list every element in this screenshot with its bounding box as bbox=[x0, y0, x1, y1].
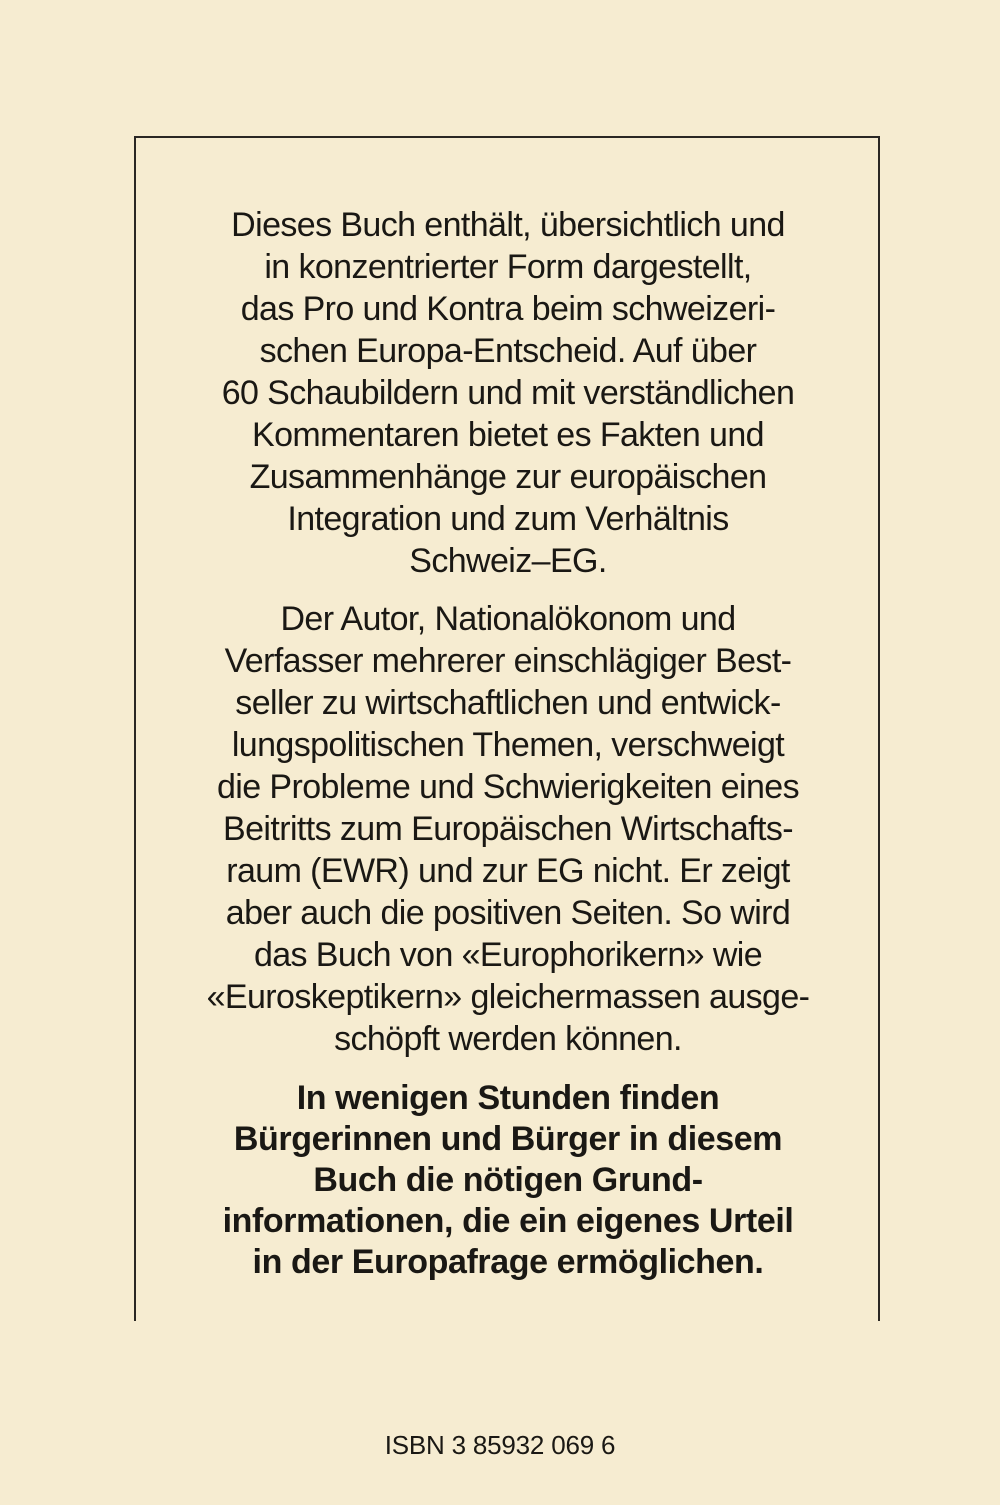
author-paragraph bbox=[150, 598, 866, 1060]
text-line: seller zu wirtschaftlichen und entwick- bbox=[235, 684, 781, 722]
text-line: Kommentaren bietet es Fakten und bbox=[252, 416, 764, 454]
text-line: Dieses Buch enthält, übersichtlich und bbox=[231, 206, 785, 244]
text-line: Zusammenhänge zur europäischen bbox=[249, 458, 767, 496]
text-line: lungspolitischen Themen, verschweigt bbox=[231, 726, 785, 764]
text-line: Integration und zum Verhältnis bbox=[287, 500, 729, 538]
text-line: schen Europa-Entscheid. Auf über bbox=[259, 332, 757, 370]
text-line: informationen, die ein eigenes Urteil bbox=[222, 1202, 794, 1240]
text-line: «Euroskeptikern» gleichermassen ausge- bbox=[206, 978, 810, 1016]
isbn-number: ISBN 3 85932 069 6 bbox=[384, 1430, 616, 1460]
text-line: die Probleme und Schwierigkeiten eines bbox=[217, 768, 799, 806]
description-paragraph bbox=[150, 204, 866, 582]
text-line: in konzentrierter Form dargestellt, bbox=[264, 248, 752, 286]
text-line: Verfasser mehrerer einschlägiger Best- bbox=[224, 642, 792, 680]
text-line: 60 Schaubildern und mit verständlichen bbox=[221, 374, 795, 412]
text-line: Beitritts zum Europäischen Wirtschafts- bbox=[223, 810, 793, 848]
text-line: In wenigen Stunden finden bbox=[296, 1079, 720, 1117]
text-line: aber auch die positiven Seiten. So wird bbox=[225, 894, 791, 932]
text-line: Schweiz–EG. bbox=[409, 542, 607, 580]
bold-summary-paragraph bbox=[150, 1078, 866, 1283]
text-line: das Pro und Kontra beim schweizeri- bbox=[240, 290, 776, 328]
text-line: schöpft werden können. bbox=[334, 1020, 682, 1058]
text-line: raum (EWR) und zur EG nicht. Er zeigt bbox=[226, 852, 790, 890]
text-line: das Buch von «Europhorikern» wie bbox=[253, 936, 763, 974]
text-line: Bürgerinnen und Bürger in diesem bbox=[233, 1120, 783, 1158]
text-line: Der Autor, Nationalökonom und bbox=[280, 600, 736, 638]
text-line: Buch die nötigen Grund- bbox=[313, 1161, 703, 1199]
text-line: in der Europafrage ermöglichen. bbox=[252, 1243, 764, 1281]
